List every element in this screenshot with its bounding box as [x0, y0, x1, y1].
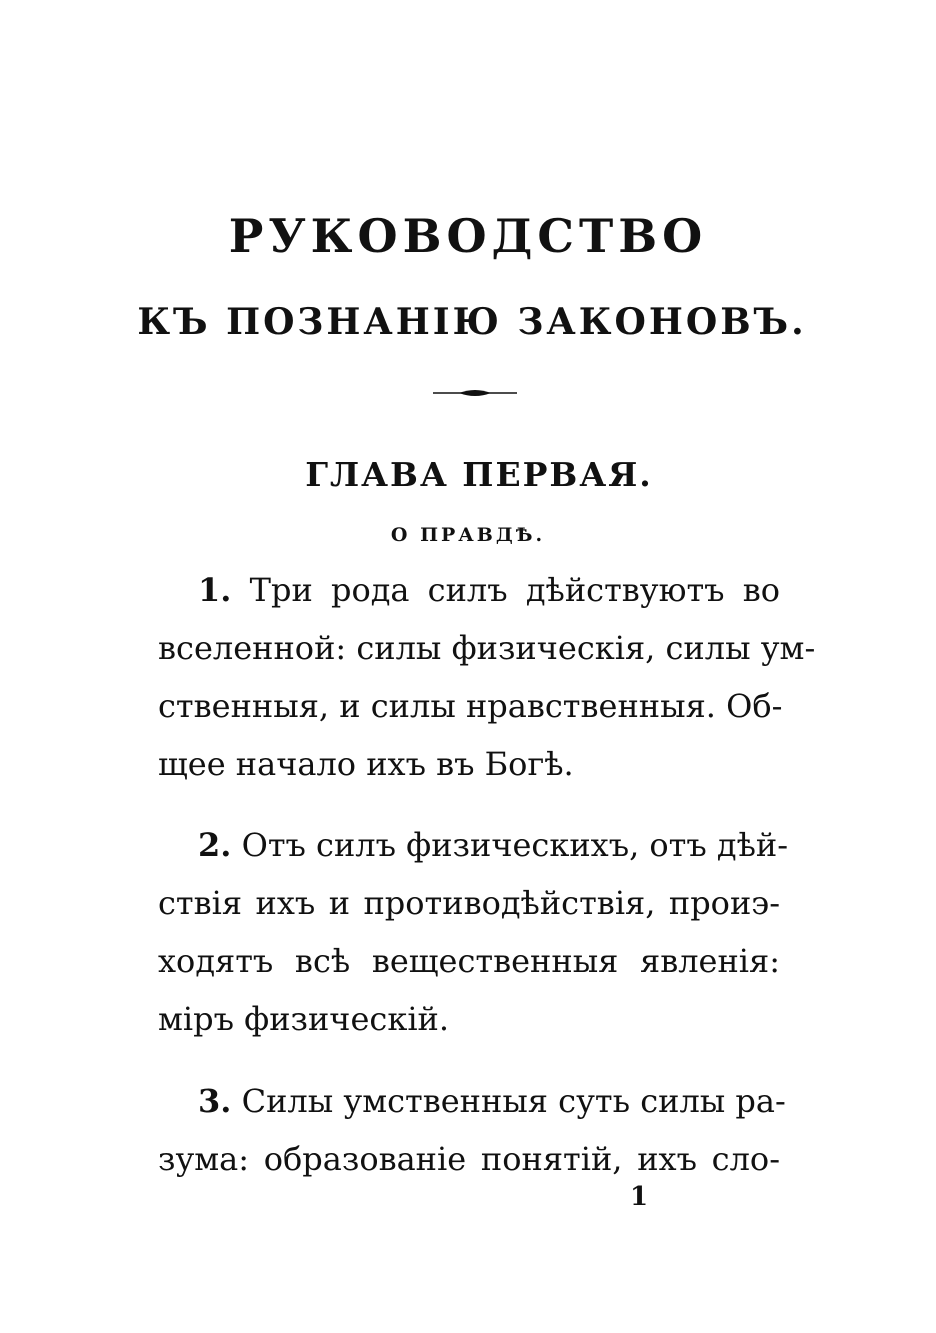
- paragraph-text: Три рода силъ дѣйствуютъ во: [249, 571, 781, 609]
- paragraph-line: зума: образованіе понятій, ихъ сло-: [158, 1140, 780, 1178]
- section-heading: О ПРАВДѢ.: [390, 524, 546, 546]
- book-subtitle: КЪ ПОЗНАНІЮ ЗАКОНОВЪ.: [137, 301, 807, 343]
- paragraph-line: ствія ихъ и противодѣйствія, проиэ-: [158, 884, 780, 922]
- book-title: РУКОВОДСТВО: [228, 209, 708, 263]
- ornament-divider: [433, 386, 517, 400]
- paragraph-line: [158, 816, 789, 874]
- paragraph-line: [158, 1072, 786, 1130]
- page-number: 1: [630, 1182, 649, 1212]
- paragraph-text: Силы умственныя суть силы ра-: [241, 1082, 786, 1120]
- paragraph-number: 2.: [198, 826, 232, 864]
- paragraph-number: 1.: [198, 571, 232, 609]
- paragraph-line: щее начало ихъ въ Богѣ.: [158, 745, 574, 783]
- paragraph-3: [158, 1072, 786, 1188]
- paragraph-line: [158, 561, 780, 619]
- paragraph-line: вселенной: силы физическія, силы ум-: [158, 629, 816, 667]
- paragraph-number: 3.: [198, 1082, 232, 1120]
- chapter-heading: ГЛАВА ПЕРВАЯ.: [305, 455, 653, 494]
- paragraph-line: ходятъ всѣ вещественныя явленія:: [158, 942, 780, 980]
- paragraph-line: ственныя, и силы нравственныя. Об-: [158, 687, 783, 725]
- paragraph-text: Отъ силъ физическихъ, отъ дѣй-: [241, 826, 789, 864]
- paragraph-line: міръ физическій.: [158, 1000, 450, 1038]
- paragraph-1: [158, 561, 816, 793]
- paragraph-2: [158, 816, 789, 1048]
